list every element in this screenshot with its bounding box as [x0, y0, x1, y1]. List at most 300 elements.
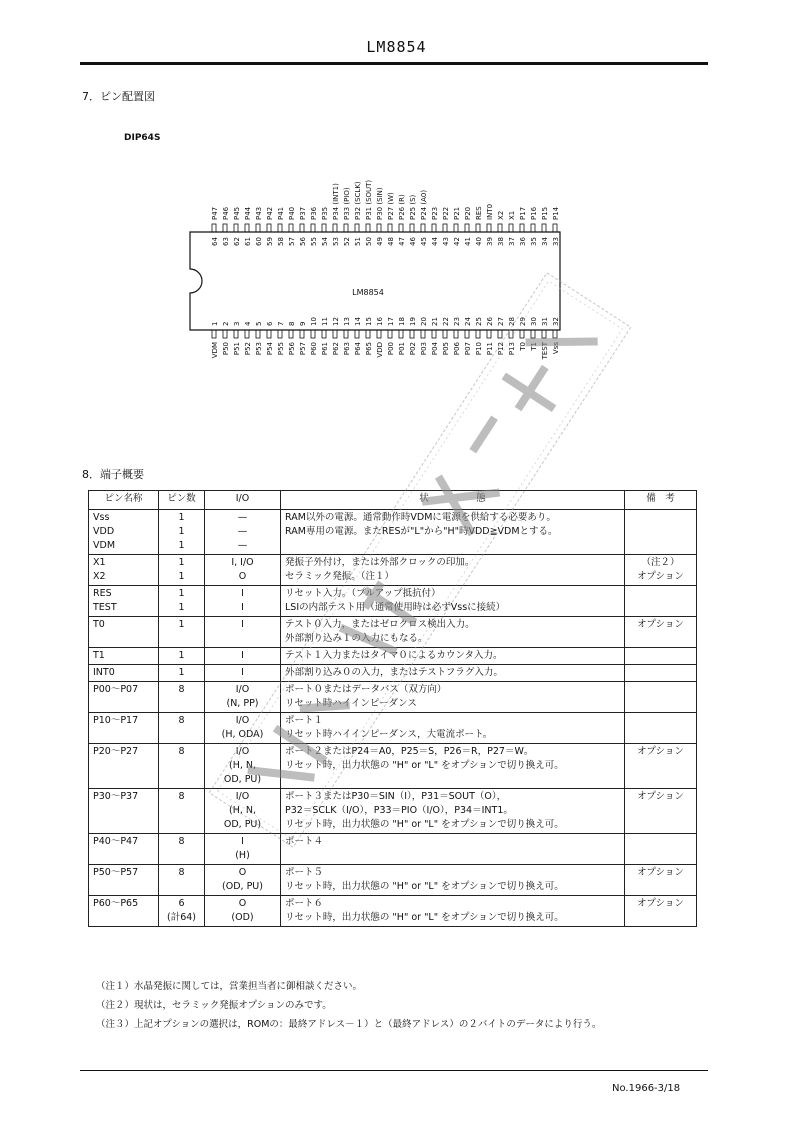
bottom-pin-name: T0: [519, 342, 527, 351]
pin-count-cell-line: 8: [178, 791, 185, 802]
remarks-cell-line: オプション: [637, 898, 684, 909]
pin-name-cell: [89, 834, 159, 865]
bottom-pin-lead: [531, 330, 535, 338]
bottom-pin-number: 26: [486, 317, 494, 326]
remarks-cell-line: オプション: [637, 571, 684, 582]
description-cell: [281, 744, 625, 789]
bottom-pin-lead: [476, 330, 480, 338]
pin-name-cell: [89, 586, 159, 617]
top-pin-number: 64: [211, 237, 219, 246]
table-row: [89, 713, 697, 744]
table-row: [89, 510, 697, 555]
top-pin-name: P37: [299, 206, 307, 220]
io-cell-line: I: [241, 588, 244, 599]
description-cell-line: 外部割り込み０の入力，またはテストフラグ入力。: [285, 667, 503, 678]
bottom-pin-lead: [509, 330, 513, 338]
bottom-pin-number: 24: [464, 317, 472, 326]
top-pin-number: 42: [453, 237, 461, 246]
bottom-pin-number: 23: [453, 317, 461, 326]
io-cell-line: I/O: [235, 746, 250, 757]
top-pin-name: P47: [211, 206, 219, 220]
description-cell: [281, 789, 625, 834]
description-cell-line: セラミック発振。（注１）: [285, 571, 395, 582]
description-cell: [281, 713, 625, 744]
remarks-cell-line: オプション: [637, 867, 684, 878]
description-cell-line: ポート０またはデータバス（双方向）: [285, 684, 447, 695]
bottom-pin-lead: [267, 330, 271, 338]
header-description: 状 態: [281, 491, 625, 510]
bottom-pin-lead: [300, 330, 304, 338]
description-cell: [281, 682, 625, 713]
top-pin-number: 41: [464, 237, 472, 246]
pin-count-cell-line: 8: [178, 836, 185, 847]
remarks-cell: [625, 617, 697, 648]
bottom-pin-name: P13: [508, 342, 516, 356]
remarks-cell-line: （注２）: [641, 557, 680, 568]
pin-name-cell-line: T0: [93, 619, 105, 630]
remarks-cell: [625, 789, 697, 834]
io-cell-line: I: [241, 602, 244, 613]
top-pin-lead: [443, 224, 447, 232]
io-cell-line: (H, N,: [228, 805, 256, 816]
table-row: [89, 744, 697, 789]
top-pin-lead: [465, 224, 469, 232]
description-cell-line: リセット時ハイインピーダンス，大電流ポート。: [285, 729, 493, 740]
bottom-pin-name: VDD: [376, 342, 384, 358]
top-pin-lead: [388, 224, 392, 232]
description-cell-line: ポート５: [285, 867, 324, 878]
top-pin-number: 37: [508, 237, 516, 246]
io-cell: [205, 510, 281, 555]
pin-count-cell: [159, 834, 205, 865]
top-pin-lead: [410, 224, 414, 232]
description-cell-line: 発振子外付け，または外部クロックの印加。: [285, 557, 475, 568]
chip-label: LM8854: [352, 288, 384, 297]
bottom-pin-number: 31: [541, 317, 549, 326]
table-row: [89, 648, 697, 665]
pin-name-cell-line: INT0: [93, 667, 115, 678]
section-8-title: 8．端子概要: [82, 468, 144, 481]
description-cell: [281, 617, 625, 648]
bottom-pin-number: 22: [442, 317, 450, 326]
top-pin-lead: [421, 224, 425, 232]
io-cell-line: I/O: [235, 715, 250, 726]
top-pin-name: P43: [255, 206, 263, 220]
bottom-pin-lead: [487, 330, 491, 338]
description-cell-line: ポート６: [285, 898, 324, 909]
bottom-pin-lead: [377, 330, 381, 338]
pin-name-cell: [89, 865, 159, 896]
top-pin-lead: [256, 224, 260, 232]
io-cell-line: (OD, PU): [222, 881, 263, 892]
bottom-pin-number: 25: [475, 317, 483, 326]
top-pin-lead: [498, 224, 502, 232]
top-pin-number: 53: [332, 237, 340, 246]
pin-name-cell: [89, 682, 159, 713]
pin-name-cell-line: P20〜P27: [93, 746, 139, 757]
pin-count-cell-line: 8: [178, 715, 185, 726]
bottom-pin-lead: [223, 330, 227, 338]
pin-count-cell-line: 1: [178, 619, 185, 630]
pin-count-cell: [159, 713, 205, 744]
bottom-pin-name: P54: [266, 342, 274, 356]
bottom-pin-lead: [432, 330, 436, 338]
bottom-pin-name: P06: [453, 342, 461, 356]
pin-count-cell-line: 8: [178, 746, 185, 757]
bottom-pin-name: VDM: [211, 342, 219, 359]
table-row: [89, 555, 697, 586]
top-pin-lead: [245, 224, 249, 232]
pin-name-cell-line: P60〜P65: [93, 898, 139, 909]
top-pin-number: 61: [244, 237, 252, 246]
pin-name-cell-line: P40〜P47: [93, 836, 139, 847]
pin-name-cell-line: P10〜P17: [93, 715, 139, 726]
description-cell-line: リセット時，出力状態の "H" or "L" をオプションで切り換え可。: [285, 881, 564, 892]
description-cell: [281, 665, 625, 682]
note-2: （注２）現状は，セラミック発振オプションのみです。: [96, 1000, 332, 1011]
pin-count-cell-line: 1: [178, 526, 185, 537]
bottom-pin-number: 21: [431, 317, 439, 326]
io-cell: [205, 586, 281, 617]
bottom-pin-name: P52: [244, 342, 252, 356]
pin-count-cell: [159, 555, 205, 586]
bottom-pin-lead: [410, 330, 414, 338]
top-pin-lead: [509, 224, 513, 232]
description-cell: [281, 896, 625, 927]
bottom-pin-number: 12: [332, 317, 340, 326]
doc-number: No.1966-3/18: [612, 1083, 681, 1094]
io-cell-line: I: [241, 836, 244, 847]
pin-count-cell-line: 8: [178, 684, 185, 695]
description-cell: [281, 648, 625, 665]
top-pin-lead: [300, 224, 304, 232]
bottom-pin-lead: [366, 330, 370, 338]
bottom-pin-lead: [388, 330, 392, 338]
bottom-pin-name: P05: [442, 342, 450, 356]
pin-name-cell: [89, 648, 159, 665]
description-cell-line: RAM専用の電源。またRESが"L"から"H"時VDD≧VDMとする。: [285, 526, 558, 537]
io-cell-line: O: [238, 898, 247, 909]
remarks-cell: [625, 510, 697, 555]
top-pin-lead: [289, 224, 293, 232]
section-7-title: 7．ピン配置図: [82, 90, 155, 103]
bottom-pin-name: P03: [420, 342, 428, 356]
top-pin-lead: [432, 224, 436, 232]
pin-count-cell-line: 1: [178, 571, 185, 582]
io-cell: [205, 834, 281, 865]
description-cell-line: LSIの内部テスト用（通常使用時は必ずVssに接続）: [285, 602, 506, 613]
top-pin-name: P41: [277, 206, 285, 220]
table-header-row: [89, 491, 697, 510]
bottom-pin-name: P62: [332, 342, 340, 356]
header-pin-count: ピン数: [159, 491, 205, 510]
pin-name-cell: [89, 896, 159, 927]
top-pin-name: RES: [475, 206, 483, 220]
io-cell-line: —: [237, 526, 248, 537]
pin-name-cell: [89, 665, 159, 682]
bottom-pin-lead: [498, 330, 502, 338]
note-3: （注３）上記オプションの選択は，ROMの：最終アドレス－１）と（最終アドレス）の２バイトのデータにより行う。: [96, 1019, 602, 1030]
bottom-pin-name: P53: [255, 342, 263, 356]
header-remarks: 備 考: [625, 491, 697, 510]
bottom-pin-name: P01: [398, 342, 406, 356]
bottom-pin-number: 6: [266, 321, 274, 326]
bottom-pin-lead: [421, 330, 425, 338]
bottom-pin-number: 17: [387, 317, 395, 326]
pin-name-cell: [89, 617, 159, 648]
bottom-pin-number: 3: [233, 321, 241, 326]
io-cell-line: O: [238, 571, 247, 582]
io-cell: [205, 789, 281, 834]
top-pin-name: P27 (W): [387, 192, 395, 220]
top-pin-name: P25 (S): [409, 194, 417, 220]
description-cell-line: テスト１入力またはタイマ０によるカウンタ入力。: [285, 650, 503, 661]
bottom-pin-name: P12: [497, 342, 505, 356]
bottom-pin-lead: [245, 330, 249, 338]
io-cell-line: (H, ODA): [221, 729, 264, 740]
top-pin-name: P35: [321, 206, 329, 220]
top-pin-number: 43: [442, 237, 450, 246]
pin-count-cell-line: 1: [178, 540, 185, 551]
top-pin-lead: [311, 224, 315, 232]
pin-count-cell: [159, 896, 205, 927]
top-pin-number: 60: [255, 237, 263, 246]
top-pin-number: 58: [277, 237, 285, 246]
description-cell-line: 外部割り込み１の入力にもなる。: [285, 633, 428, 644]
top-pin-name: P34 (INT1): [332, 183, 340, 220]
remarks-cell-line: オプション: [637, 619, 684, 630]
top-pin-number: 55: [310, 237, 318, 246]
bottom-pin-number: 5: [255, 321, 263, 326]
io-cell-line: I: [241, 619, 244, 630]
top-pin-name: X1: [508, 210, 516, 220]
top-pin-number: 39: [486, 237, 494, 246]
top-pin-lead: [212, 224, 216, 232]
top-pin-number: 62: [233, 237, 241, 246]
top-pin-name: P36: [310, 206, 318, 220]
bottom-pin-lead: [465, 330, 469, 338]
top-pin-name: P21: [453, 206, 461, 220]
bottom-pin-lead: [520, 330, 524, 338]
description-cell-line: RAM以外の電源。通常動作時VDMに電源を供給する必要あり。: [285, 512, 556, 523]
io-cell-line: I, I/O: [231, 557, 254, 568]
header-io: I/O: [205, 491, 281, 510]
top-pin-lead: [223, 224, 227, 232]
description-cell-line: リセット時ハイインピーダンス: [285, 698, 417, 709]
top-pin-name: P31 (SOUT): [365, 179, 373, 220]
description-cell-line: ポート３またはP30＝SIN（I），P31＝SOUT（O），: [285, 791, 507, 802]
top-pin-lead: [267, 224, 271, 232]
bottom-pin-name: P00: [387, 342, 395, 356]
bottom-pin-number: 8: [288, 321, 296, 326]
bottom-pin-lead: [443, 330, 447, 338]
bottom-pin-lead: [355, 330, 359, 338]
io-cell: [205, 617, 281, 648]
top-pin-number: 57: [288, 237, 296, 246]
pin-count-cell: [159, 865, 205, 896]
table-row: [89, 586, 697, 617]
pin-diagram: [0, 0, 793, 420]
top-pin-name: P45: [233, 206, 241, 220]
top-pin-lead: [542, 224, 546, 232]
description-cell-line: ポート１: [285, 715, 324, 726]
top-pin-lead: [454, 224, 458, 232]
table-row: [89, 865, 697, 896]
bottom-pin-name: P65: [365, 342, 373, 356]
top-pin-name: P14: [552, 206, 560, 220]
top-pin-name: P15: [541, 206, 549, 220]
pin-count-cell-line: 1: [178, 602, 185, 613]
bottom-pin-name: T1: [530, 342, 538, 351]
remarks-cell: [625, 586, 697, 617]
bottom-pin-name: Vss: [552, 342, 560, 355]
bottom-pin-name: P61: [321, 342, 329, 356]
top-pin-lead: [531, 224, 535, 232]
bottom-pin-name: P63: [343, 342, 351, 356]
top-pin-name: X2: [497, 210, 505, 220]
top-pin-name: P30 (SIN): [376, 187, 384, 220]
bottom-pin-number: 27: [497, 317, 505, 326]
description-cell-line: リセット時，出力状態の "H" or "L" をオプションで切り換え可。: [285, 760, 564, 771]
top-pin-number: 56: [299, 237, 307, 246]
top-pin-name: P23: [431, 206, 439, 220]
bottom-pin-lead: [333, 330, 337, 338]
top-pin-number: 35: [530, 237, 538, 246]
pin-count-cell-line: (計64): [166, 912, 196, 923]
bottom-pin-number: 15: [365, 317, 373, 326]
top-pin-lead: [355, 224, 359, 232]
bottom-pin-name: P60: [310, 342, 318, 356]
bottom-pin-name: TEST: [541, 342, 549, 360]
top-pin-lead: [333, 224, 337, 232]
description-cell-line: リセット時，出力状態の "H" or "L" をオプションで切り換え可。: [285, 912, 564, 923]
pin-count-cell: [159, 586, 205, 617]
bottom-pin-name: P10: [475, 342, 483, 356]
top-pin-number: 48: [387, 237, 395, 246]
top-pin-name: P17: [519, 206, 527, 220]
pin-name-cell-line: VDD: [93, 526, 115, 537]
header-pin-name: ピン名称: [89, 491, 159, 510]
io-cell: [205, 682, 281, 713]
io-cell: [205, 648, 281, 665]
pin-name-cell-line: P00〜P07: [93, 684, 139, 695]
pin-name-cell: [89, 555, 159, 586]
top-pin-number: 44: [431, 237, 439, 246]
top-pin-name: P44: [244, 206, 252, 220]
notes-block: [96, 977, 601, 1034]
bottom-pin-number: 4: [244, 321, 252, 326]
pin-name-cell: [89, 744, 159, 789]
top-pin-lead: [487, 224, 491, 232]
remarks-cell: [625, 713, 697, 744]
pin-count-cell: [159, 648, 205, 665]
top-pin-name: P46: [222, 206, 230, 220]
table-row: [89, 834, 697, 865]
io-cell-line: I/O: [235, 684, 250, 695]
top-pin-name: P33 (PIO): [343, 187, 351, 220]
bottom-pin-number: 20: [420, 317, 428, 326]
pin-name-cell-line: P50〜P57: [93, 867, 139, 878]
bottom-pin-lead: [212, 330, 216, 338]
top-pin-number: 45: [420, 237, 428, 246]
bottom-pin-number: 2: [222, 321, 230, 326]
remarks-cell: [625, 555, 697, 586]
top-pin-number: 33: [552, 237, 560, 246]
io-cell-line: O: [238, 867, 247, 878]
top-pin-number: 50: [365, 237, 373, 246]
pin-name-cell: [89, 789, 159, 834]
io-cell-line: I/O: [235, 791, 250, 802]
description-cell: [281, 834, 625, 865]
top-pin-lead: [344, 224, 348, 232]
bottom-pin-name: P57: [299, 342, 307, 356]
io-cell-line: OD, PU): [223, 819, 262, 830]
bottom-pin-lead: [311, 330, 315, 338]
top-pin-number: 54: [321, 237, 329, 246]
bottom-pin-lead: [234, 330, 238, 338]
footer-rule: [80, 1070, 708, 1071]
top-pin-lead: [520, 224, 524, 232]
pin-count-cell: [159, 510, 205, 555]
bottom-pin-lead: [542, 330, 546, 338]
top-pin-lead: [476, 224, 480, 232]
io-cell-line: (OD): [231, 912, 254, 923]
top-pin-name: P40: [288, 206, 296, 220]
top-pin-number: 59: [266, 237, 274, 246]
bottom-pin-name: P50: [222, 342, 230, 356]
bottom-pin-number: 30: [530, 317, 538, 326]
bottom-pin-name: P64: [354, 342, 362, 356]
pin-count-cell: [159, 682, 205, 713]
bottom-pin-number: 11: [321, 317, 329, 326]
top-pin-name: P42: [266, 206, 274, 220]
remarks-cell: [625, 665, 697, 682]
table-row: [89, 682, 697, 713]
remarks-cell: [625, 834, 697, 865]
pin-count-cell: [159, 744, 205, 789]
top-pin-number: 36: [519, 237, 527, 246]
bottom-pin-number: 7: [277, 321, 285, 326]
top-pin-name: P22: [442, 206, 450, 220]
bottom-pin-lead: [553, 330, 557, 338]
top-pin-name: P16: [530, 206, 538, 220]
io-cell-line: (H, N,: [228, 760, 256, 771]
io-cell: [205, 896, 281, 927]
remarks-cell-line: オプション: [637, 746, 684, 757]
top-pin-lead: [399, 224, 403, 232]
top-pin-number: 63: [222, 237, 230, 246]
top-pin-lead: [366, 224, 370, 232]
bottom-pin-number: 9: [299, 321, 307, 326]
bottom-pin-lead: [289, 330, 293, 338]
pin-name-cell: [89, 510, 159, 555]
remarks-cell: [625, 865, 697, 896]
pin-count-cell: [159, 665, 205, 682]
io-cell-line: OD, PU): [223, 774, 262, 785]
bottom-pin-name: P07: [464, 342, 472, 356]
io-cell: [205, 665, 281, 682]
top-pin-number: 47: [398, 237, 406, 246]
description-cell: [281, 586, 625, 617]
top-pin-name: INT0: [486, 203, 494, 220]
bottom-pin-name: P51: [233, 342, 241, 356]
io-cell-line: (H): [235, 850, 250, 861]
bottom-pin-number: 13: [343, 317, 351, 326]
top-pin-number: 38: [497, 237, 505, 246]
bottom-pin-number: 29: [519, 317, 527, 326]
table-row: [89, 665, 697, 682]
description-cell-line: リセット入力。（プルアップ抵抗付）: [285, 588, 441, 599]
